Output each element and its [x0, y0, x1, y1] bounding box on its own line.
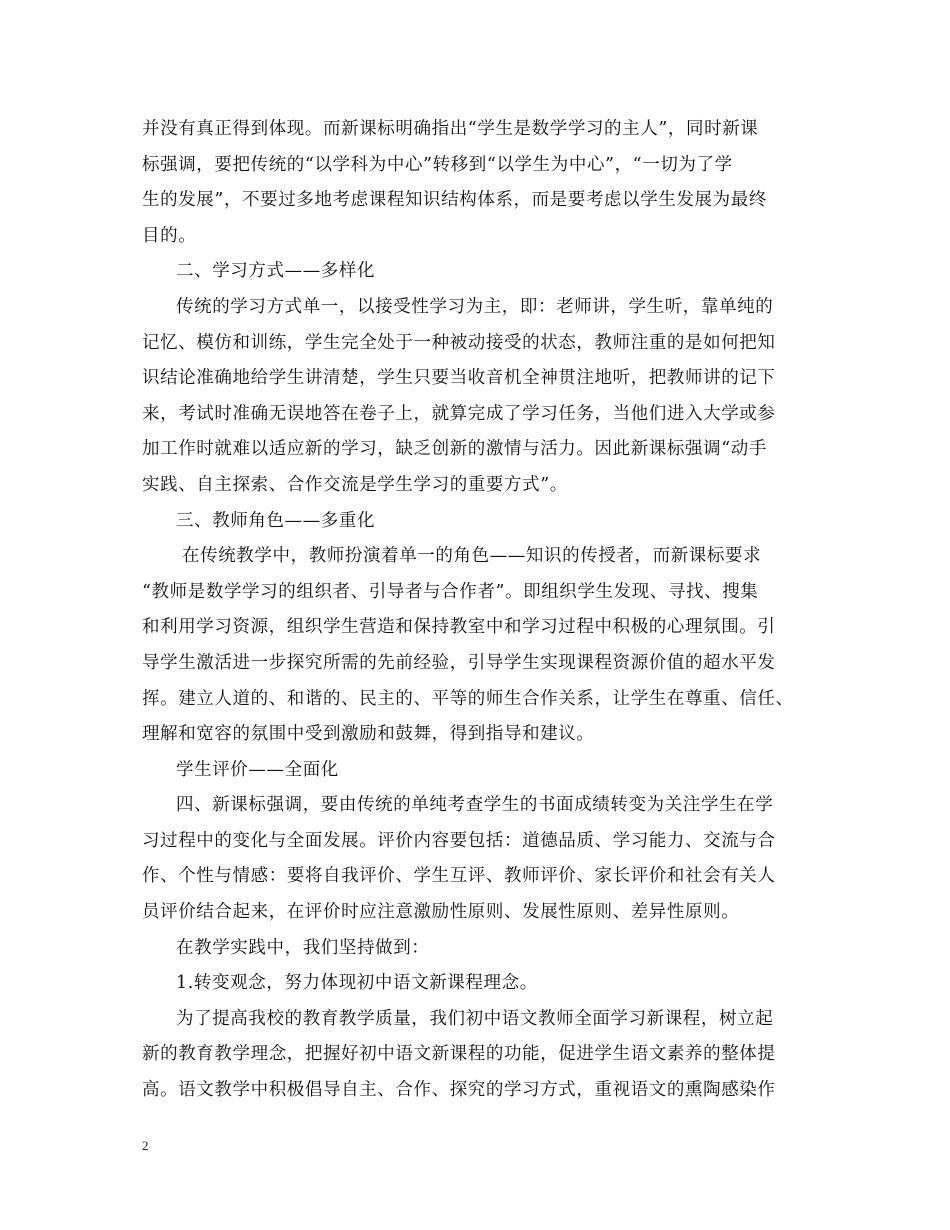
text-line: 加工作时就难以适应新的学习，缺乏创新的激情与活力。因此新课标强调“动手	[142, 439, 767, 460]
text-line: 在传统教学中，教师扮演着单一的角色——知识的传授者，而新课标要求	[182, 546, 762, 567]
text-line: 传统的学习方式单一，以接受性学习为主，即：老师讲，学生听，靠单纯的	[176, 296, 774, 317]
text-line: 和利用学习资源，组织学生营造和保持教室中和学习过程中积极的心理氛围。引	[142, 617, 776, 638]
page-number: 2	[142, 1138, 149, 1153]
text-line: 四、新课标强调，要由传统的单纯考查学生的书面成绩转变为关注学生在学	[176, 795, 774, 816]
text-line: 高。语文教学中积极倡导自主、合作、探究的学习方式，重视语文的熏陶感染作	[142, 1080, 776, 1101]
text-line: 目的。	[142, 225, 197, 246]
text-line: 新的教育教学理念，把握好初中语文新课程的功能，促进学生语文素养的整体提	[142, 1044, 776, 1065]
text-line: 为了提高我校的教育教学质量，我们初中语文教师全面学习新课程，树立起	[176, 1008, 774, 1029]
text-line: 理解和宽容的氛围中受到激励和鼓舞，得到指导和建议。	[142, 724, 595, 745]
section-heading: 学生评价——全面化	[176, 759, 339, 780]
text-line: 来，考试时准确无误地答在卷子上，就算完成了学习任务，当他们进入大学或参	[142, 403, 776, 424]
section-heading: 三、教师角色——多重化	[176, 510, 376, 531]
text-line: 记忆、模仿和训练，学生完全处于一种被动接受的状态，教师注重的是如何把知	[142, 332, 776, 353]
text-line: 识结论准确地给学生讲清楚，学生只要当收音机全神贯注地听，把教师讲的记下	[142, 368, 776, 389]
text-line: 生的发展”，不要过多地考虑课程知识结构体系，而是要考虑以学生发展为最终	[142, 190, 767, 211]
text-line: 标强调，要把传统的“以学科为中心”转移到“以学生为中心”，“一切为了学	[142, 154, 733, 175]
text-line: 导学生激活进一步探究所需的先前经验，引导学生实现课程资源价值的超水平发	[142, 652, 776, 673]
text-line: 在教学实践中，我们坚持做到：	[176, 937, 430, 958]
text-line: “教师是数学学习的组织者、引导者与合作者”。即组织学生发现、寻找、搜集	[142, 581, 759, 602]
text-line: 并没有真正得到体现。而新课标明确指出“学生是数学学习的主人”，同时新课	[142, 119, 759, 139]
text-line: 习过程中的变化与全面发展。评价内容要包括：道德品质、学习能力、交流与合	[142, 830, 776, 851]
list-item: 1.转变观念，努力体现初中语文新课程理念。	[176, 973, 538, 994]
text-line: 实践、自主探索、合作交流是学生学习的重要方式”。	[142, 474, 568, 495]
text-line: 员评价结合起来，在评价时应注意激励性原则、发展性原则、差异性原则。	[142, 902, 740, 923]
section-heading: 二、学习方式——多样化	[176, 261, 376, 282]
document-body	[142, 112, 826, 1109]
text-line: 挥。建立人道的、和谐的、民主的、平等的师生合作关系，让学生在尊重、信任、	[142, 688, 794, 709]
text-line: 作、个性与情感：要将自我评价、学生互评、教师评价、家长评价和社会有关人	[142, 866, 776, 887]
